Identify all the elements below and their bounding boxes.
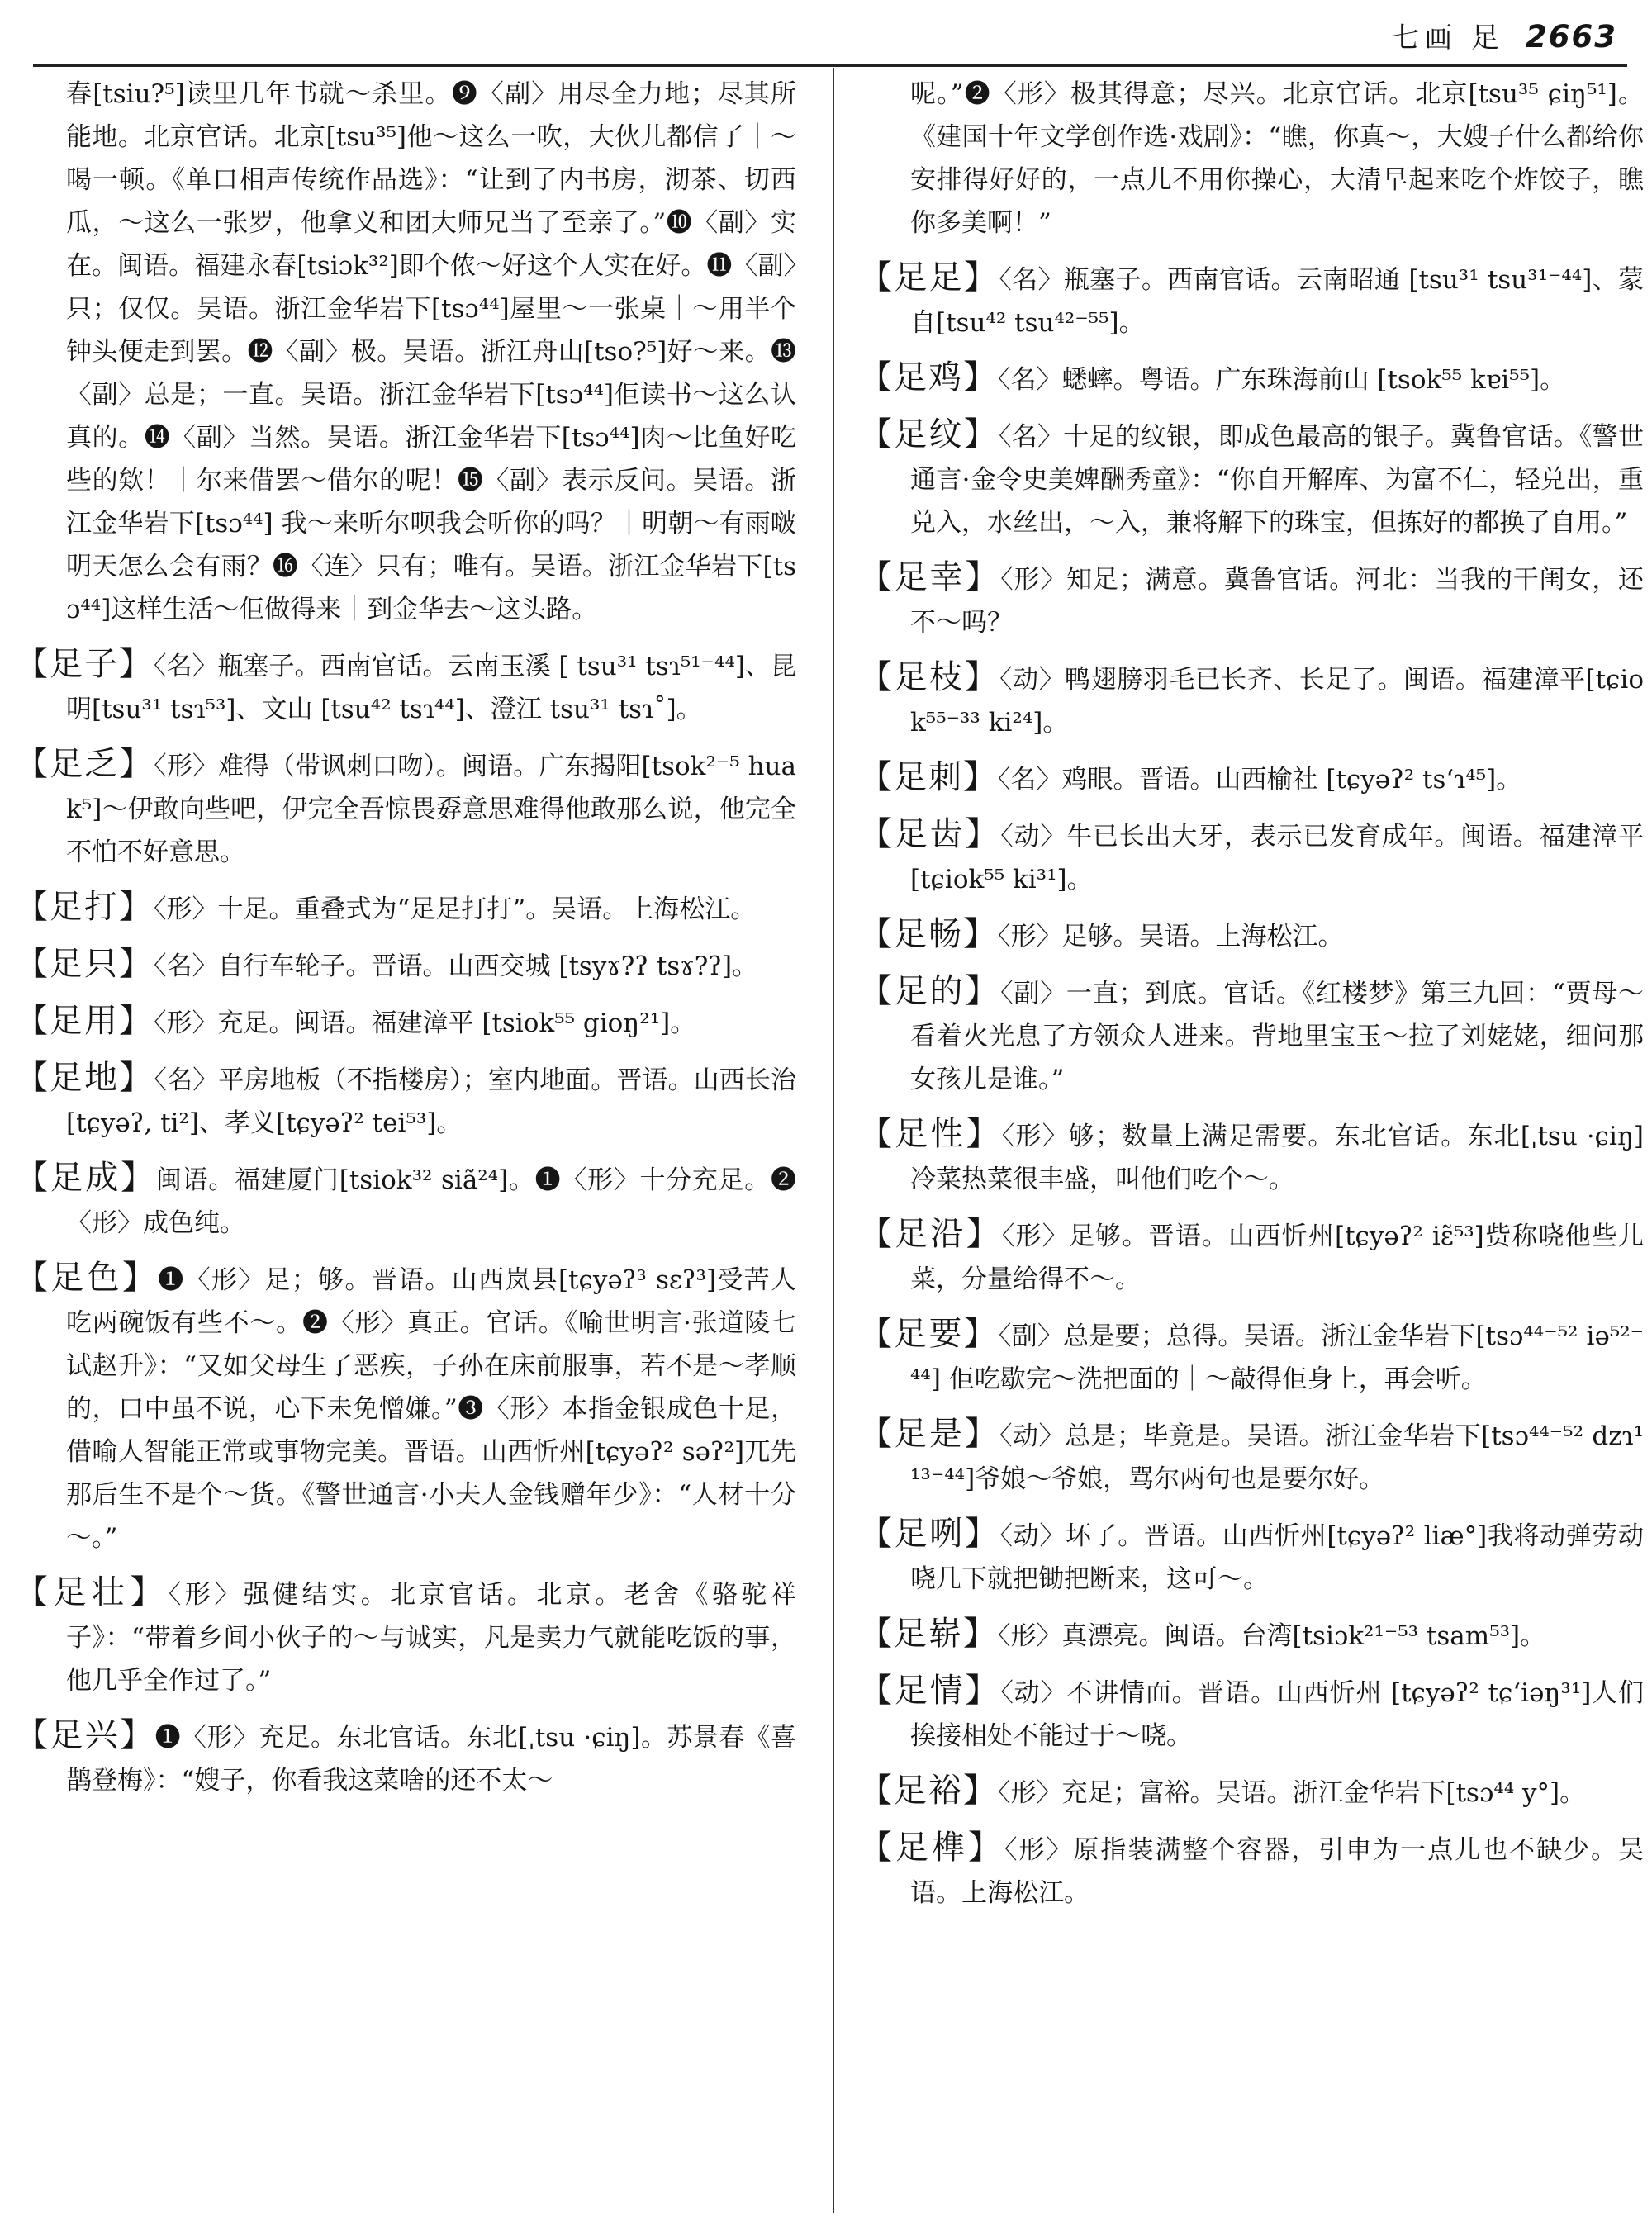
entry-continuation bbox=[859, 73, 1644, 244]
entry-definition: 〈名〉蟋蟀。粤语。广东珠海前山 [tsok⁵⁵ kɐi⁵⁵]。 bbox=[998, 365, 1566, 395]
entry-headword: 【足崭】 bbox=[859, 1615, 998, 1653]
entry-definition: 〈动〉不讲情面。晋语。山西忻州 [tɕyəʔ² tɕʻiəŋ³¹]人们挨接相处不能过于～哓。 bbox=[910, 1678, 1644, 1751]
dictionary-entry bbox=[859, 1512, 1644, 1601]
entry-headword: 【足情】 bbox=[859, 1672, 1001, 1710]
entry-definition: 〈名〉瓶塞子。西南官话。云南玉溪 [ tsu³¹ tsɿ⁵¹⁻⁴⁴]、昆明[tsu³¹ tsɿ⁵³]、文山 [tsu⁴² tsɿ⁴⁴]、澄江 tsu³¹ tsɿ˚]。 bbox=[66, 652, 796, 724]
column-divider bbox=[833, 68, 834, 2213]
dictionary-entry bbox=[859, 1412, 1644, 1501]
entry-headword: 【足乏】 bbox=[15, 745, 154, 783]
page-header bbox=[1039, 15, 1617, 58]
entry-headword: 【足鸡】 bbox=[859, 358, 998, 396]
entry-definition: 〈动〉坏了。晋语。山西忻州[tɕyəʔ² liæ°]我将动弹劳动哓几下就把锄把断来，这可～。 bbox=[910, 1521, 1644, 1594]
dictionary-entry bbox=[859, 656, 1644, 744]
entry-headword: 【足咧】 bbox=[859, 1515, 1000, 1553]
left-column bbox=[15, 73, 796, 2213]
entry-definition: 春[tsiu?⁵]读里几年书就～杀里。❾〈副〉用尽全力地；尽其所能地。北京官话。北京[tsu³⁵]他～这么一吹，大伙儿都信了｜～喝一顿。《单口相声传统作品选》：“让到了内书房，沏茶、切西瓜，～这么一张罗，他拿义和团大师兄当了至亲了。”❿〈副〉实在。闽语。福建永春[tsiɔk³²]即个侬～好这个人实在好。⓫〈副〉只；仅仅。吴语。浙江金华岩下[tsɔ⁴⁴]屋里～一张桌｜～用半个钟头便走到罢。⓬〈副〉极。吴语。浙江舟山[tso?⁵]好～来。⓭〈副〉总是；一直。吴语。浙江金华岩下[tsɔ⁴⁴]佢读书～这么认真的。⓮〈副〉当然。吴语。浙江金华岩下[tsɔ⁴⁴]肉～比鱼好吃些的欸！｜尔来借罢～借尔的呢！⓯〈副〉表示反问。吴语。浙江金华岩下[tsɔ⁴⁴] 我～来听尔呗我会听你的吗？｜明朝～有雨啵明天怎么会有雨？⓰〈连〉只有；唯有。吴语。浙江金华岩下[tsɔ⁴⁴]这样生活～佢做得来｜到金华去～这头路。 bbox=[66, 79, 796, 624]
entry-headword: 【足枝】 bbox=[859, 658, 1000, 696]
entry-definition: 〈名〉瓶塞子。西南官话。云南昭通 [tsu³¹ tsu³¹⁻⁴⁴]、蒙自[tsu⁴² tsu⁴²⁻⁵⁵]。 bbox=[910, 265, 1644, 338]
entry-headword: 【足兴】 bbox=[15, 1716, 155, 1754]
entry-definition: ❶〈形〉足；够。晋语。山西岚县[tɕyəʔ³ sɛʔ³]受苦人吃两碗饭有些不～。❷〈形〉真正。官话。《喻世明言·张道陵七试赵升》：“又如父母生了恶疾，子孙在床前服事，若不是～孝顺的，口中虽不说，心下未免憎嫌。”❸〈形〉本指金银成色十足，借喻人智能正常或事物完美。晋语。山西忻州[tɕyəʔ² səʔ²]兀先那后生不是个～货。《警世通言·小夫人金钱赠年少》：“人材十分～。” bbox=[66, 1265, 796, 1553]
entry-definition: 〈形〉强健结实。北京官话。北京。老舍《骆驼祥子》：“带着乡间小伙子的～与诚实，凡是卖力气就能吃饭的事，他几乎全作过了。” bbox=[66, 1580, 796, 1696]
entry-headword: 【足足】 bbox=[859, 259, 999, 297]
entry-definition: 〈形〉难得（带讽刺口吻）。闽语。广东揭阳[tsok²⁻⁵ huak⁵]～伊敢向些吧，伊完全吾惊畏孬意思难得他敢那么说，他完全不怕不好意思。 bbox=[66, 752, 796, 867]
entry-definition: 〈副〉总是要；总得。吴语。浙江金华岩下[tsɔ⁴⁴⁻⁵² iə⁵²⁻⁴⁴] 佢吃歇完～洗把面的｜～敲得佢身上，再会听。 bbox=[910, 1321, 1644, 1394]
dictionary-entry bbox=[859, 256, 1644, 344]
dictionary-entry bbox=[859, 1212, 1644, 1301]
dictionary-entry bbox=[859, 813, 1644, 901]
entry-headword: 【足齿】 bbox=[859, 815, 1001, 853]
dictionary-entry bbox=[15, 1056, 796, 1145]
dictionary-entry bbox=[859, 1769, 1644, 1815]
entry-definition: 〈形〉足够。吴语。上海松江。 bbox=[998, 922, 1344, 951]
entry-headword: 【足要】 bbox=[859, 1315, 999, 1353]
entry-headword: 【足成】 bbox=[15, 1159, 156, 1197]
entry-headword: 【足打】 bbox=[15, 888, 154, 926]
dictionary-entry bbox=[859, 1312, 1644, 1401]
entry-definition: 闽语。福建厦门[tsiok³² siã²⁴]。❶〈形〉十分充足。❷〈形〉成色纯。 bbox=[66, 1165, 796, 1238]
entry-definition: 〈名〉鸡眼。晋语。山西榆社 [tɕyəʔ² tsʻɿ⁴⁵]。 bbox=[998, 765, 1522, 795]
entry-headword: 【足子】 bbox=[15, 645, 154, 683]
dictionary-entry bbox=[15, 743, 796, 874]
entry-headword: 【足裕】 bbox=[859, 1772, 998, 1810]
page-number: 2663 bbox=[1526, 19, 1617, 55]
entry-headword: 【足用】 bbox=[15, 1002, 154, 1040]
dictionary-entry bbox=[859, 556, 1644, 644]
entry-definition: 〈副〉一直；到底。官话。《红楼梦》第三九回：“贾母～看着火光息了方领众人进来。背地里宝玉～拉了刘姥姥，细问那女孩儿是谁。” bbox=[910, 979, 1644, 1094]
entry-headword: 【足地】 bbox=[15, 1059, 154, 1097]
dictionary-entry bbox=[15, 1571, 796, 1702]
dictionary-entry bbox=[859, 1612, 1644, 1658]
entry-headword: 【足纹】 bbox=[859, 415, 999, 453]
right-column bbox=[859, 73, 1644, 2213]
entry-definition: 〈形〉足够。晋语。山西忻州[tɕyəʔ² iɛ̃⁵³]赀称哓他些儿菜，分量给得不～。 bbox=[910, 1222, 1644, 1294]
entry-definition: 〈形〉充足；富裕。吴语。浙江金华岩下[tsɔ⁴⁴ y°]。 bbox=[998, 1778, 1586, 1808]
entry-headword: 【足刺】 bbox=[859, 758, 998, 796]
entry-definition: 〈动〉鸭翅膀羽毛已长齐、长足了。闽语。福建漳平[tɕiok⁵⁵⁻³³ ki²⁴]。 bbox=[910, 665, 1644, 738]
entry-headword: 【足是】 bbox=[859, 1415, 1000, 1453]
dictionary-entry bbox=[859, 413, 1644, 544]
dictionary-entry bbox=[15, 1156, 796, 1245]
dictionary-entry bbox=[15, 643, 796, 731]
entry-headword: 【足只】 bbox=[15, 945, 154, 983]
entry-headword: 【足色】 bbox=[15, 1259, 159, 1297]
dictionary-entry bbox=[859, 756, 1644, 801]
entry-headword: 【足沿】 bbox=[859, 1215, 1002, 1253]
dictionary-entry bbox=[15, 885, 796, 931]
entry-definition: 〈动〉总是；毕竟是。吴语。浙江金华岩下[tsɔ⁴⁴⁻⁵² dzɿ¹¹³⁻⁴⁴]爷娘～爷娘，骂尔两句也是要尔好。 bbox=[910, 1421, 1644, 1494]
section-title: 七画 足 bbox=[1391, 21, 1505, 55]
entry-definition: 呢。”❷〈形〉极其得意；尽兴。北京官话。北京[tsu³⁵ ɕiŋ⁵¹]。《建国十年文学创作选·戏剧》：“瞧，你真～，大嫂子什么都给你安排得好好的，一点儿不用你操心，大清早起来吃个炸饺子，瞧你多美啊！” bbox=[910, 79, 1644, 238]
dictionary-entry bbox=[15, 1714, 796, 1802]
entry-definition: 〈形〉够；数量上满足需要。东北官话。东北[ˌtsu ·ɕiŋ]冷菜热菜很丰盛，叫他们吃个～。 bbox=[910, 1122, 1644, 1194]
header-rule bbox=[33, 64, 1627, 67]
entry-definition: 〈形〉原指装满整个容器，引申为一点儿也不缺少。吴语。上海松江。 bbox=[910, 1835, 1644, 1908]
dictionary-entry bbox=[859, 1113, 1644, 1201]
entry-definition: 〈形〉真漂亮。闽语。台湾[tsiɔk²¹⁻⁵³ tsam⁵³]。 bbox=[998, 1621, 1546, 1651]
dictionary-entry bbox=[859, 1826, 1644, 1914]
entry-definition: ❶〈形〉充足。东北官话。东北[ˌtsu ·ɕiŋ]。苏景春《喜鹊登梅》：“嫂子，你看我这菜啥的还不太～ bbox=[66, 1723, 796, 1796]
entry-definition: 〈动〉牛已长出大牙，表示已发育成年。闽语。福建漳平[tɕiok⁵⁵ ki³¹]。 bbox=[910, 822, 1644, 894]
entry-headword: 【足榫】 bbox=[859, 1829, 1004, 1867]
dictionary-entry bbox=[15, 942, 796, 988]
entry-definition: 〈形〉知足；满意。冀鲁官话。河北：当我的干闺女，还不～吗？ bbox=[910, 565, 1644, 638]
dictionary-entry bbox=[859, 356, 1644, 401]
entry-headword: 【足性】 bbox=[859, 1115, 1002, 1153]
entry-headword: 【足壮】 bbox=[15, 1573, 169, 1611]
entry-headword: 【足幸】 bbox=[859, 558, 1001, 596]
entry-definition: 〈名〉自行车轮子。晋语。山西交城 [tsyɤ?ʔ tsɤ?ʔ]。 bbox=[154, 951, 758, 981]
dictionary-entry bbox=[859, 1669, 1644, 1758]
dictionary-entry bbox=[15, 999, 796, 1045]
entry-definition: 〈形〉十足。重叠式为“足足打打”。吴语。上海松江。 bbox=[154, 894, 757, 924]
dictionary-entry bbox=[859, 913, 1644, 958]
entry-definition: 〈名〉平房地板（不指楼房）；室内地面。晋语。山西长治[tɕyəʔ, ti²]、孝义[tɕyəʔ² tei⁵³]。 bbox=[66, 1065, 796, 1138]
dictionary-entry bbox=[15, 1256, 796, 1559]
entry-definition: 〈形〉充足。闽语。福建漳平 [tsiok⁵⁵ gioŋ²¹]。 bbox=[154, 1008, 696, 1038]
entry-headword: 【足畅】 bbox=[859, 915, 998, 953]
dictionary-entry bbox=[859, 970, 1644, 1101]
entry-definition: 〈名〉十足的纹银，即成色最高的银子。冀鲁官话。《警世通言·金令史美婢酬秀童》：“你自开解库、为富不仁，轻兑出，重兑入，水丝出，～入，兼将解下的珠宝，但拣好的都换了自用。” bbox=[910, 422, 1644, 538]
entry-continuation bbox=[15, 73, 796, 631]
entry-headword: 【足的】 bbox=[859, 972, 1001, 1010]
